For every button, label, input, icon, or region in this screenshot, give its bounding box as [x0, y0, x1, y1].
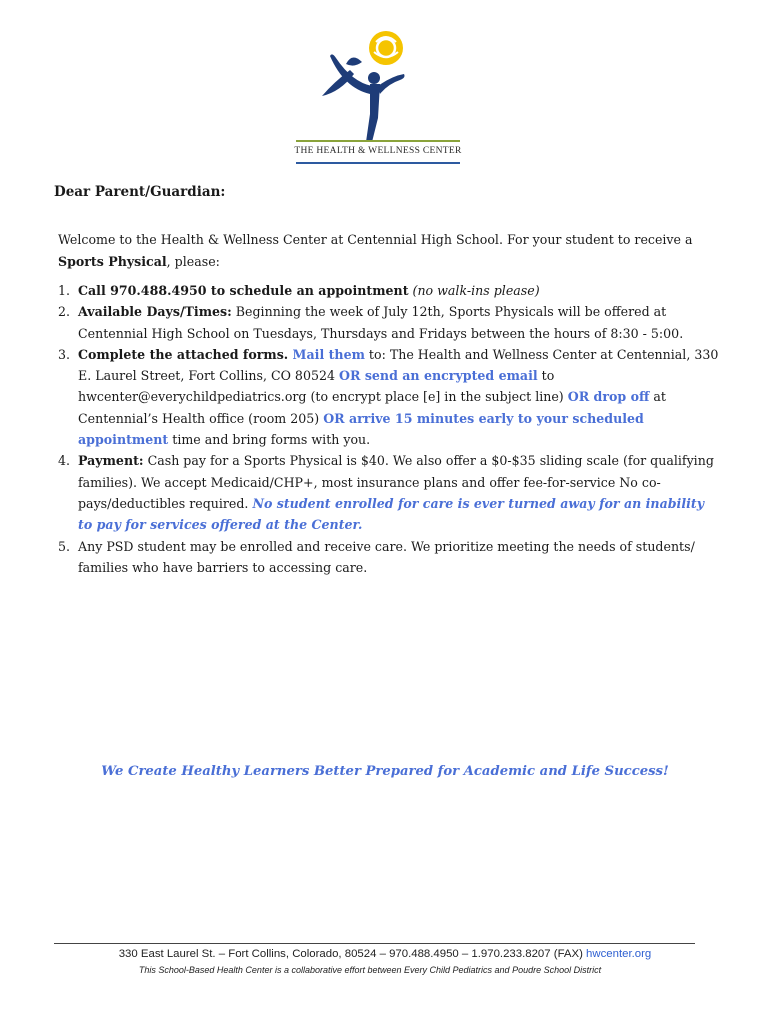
step-number: 4. — [58, 453, 71, 469]
step-forms — [58, 344, 720, 450]
intro-paragraph — [58, 229, 718, 272]
website-link[interactable]: hwcenter.org — [586, 948, 652, 960]
footer-note: This School-Based Health Center is a collaborative effort between Every Child Pediatrics and Poudre School District — [138, 965, 602, 975]
step-text: to hwcenter@everychildpediatrics.org (to encrypt place [e] in the subject line) — [78, 368, 568, 405]
payment-emphasis: No student enrolled for care is ever turned away for an inability to pay for services offered at the Center. — [78, 495, 705, 533]
logo-figure-icon — [292, 22, 464, 142]
mail-them-text: Mail them — [288, 346, 365, 362]
intro-end: , please: — [166, 253, 220, 269]
email-option: OR send an encrypted email — [339, 368, 538, 384]
health-wellness-logo — [292, 22, 464, 170]
logo-rule-bottom — [296, 162, 460, 164]
step-payment — [58, 450, 720, 535]
step-number: 1. — [58, 283, 71, 298]
step-number: 3. — [58, 346, 71, 362]
step-text: to: The Health and Wellness Center at Centennial, 330 E. Laurel Street, Fort Collins, CO 80524 — [78, 346, 719, 384]
step-call — [58, 280, 720, 301]
logo-rule-top — [296, 140, 460, 142]
step-number: 5. — [58, 538, 71, 554]
step-days-times — [58, 301, 720, 344]
step-number: 2. — [58, 304, 71, 320]
figure-icon — [322, 54, 405, 142]
greeting: Dear Parent/Guardian: — [54, 184, 226, 200]
step-text: Any PSD student may be enrolled and receive care. We prioritize meeting the needs of students/ families who have barriers to accessing care. — [78, 538, 695, 575]
logo-name: THE HEALTH & WELLNESS CENTER — [294, 146, 462, 156]
sun-icon — [369, 31, 403, 65]
step-text: Beginning the week of July 12th, Sports Physicals will be offered at Centennial High School on Tuesdays, Thursdays and Fridays between the hours of 8:30 - 5:00. — [78, 304, 684, 341]
step-text: at Centennial’s Health office (room 205) — [78, 389, 666, 426]
step-text: time and bring forms with you. — [168, 432, 371, 448]
step-note: (no walk-ins please) — [408, 283, 540, 298]
step-lead: Available Days/Times: — [78, 304, 232, 320]
intro-text: Welcome to the Health & Wellness Center at Centennial High School. For your student to receive a — [58, 232, 693, 247]
step-lead: Payment: — [78, 453, 144, 469]
step-lead: Call 970.488.4950 to schedule an appointment — [78, 283, 409, 298]
drop-off-option: OR drop off — [567, 389, 650, 405]
footer-address — [0, 948, 770, 960]
step-enrollment — [58, 536, 720, 579]
slogan: We Create Healthy Learners Better Prepared for Academic and Life Success! — [101, 764, 669, 779]
footer-divider — [54, 943, 695, 944]
step-text: Cash pay for a Sports Physical is $40. We also offer a $0-$35 sliding scale (for qualifying families). We accept Medicaid/CHP+, most insurance plans and offer fee-for-service No co-pays/deductibles required. — [78, 453, 714, 511]
step-lead: Complete the attached forms. — [78, 346, 289, 362]
arrive-early-option: OR arrive 15 minutes early to your scheduled appointment — [78, 410, 644, 448]
steps-list — [58, 280, 720, 578]
footer-address-text: 330 East Laurel St. – Fort Collins, Colorado, 80524 – 970.488.4950 – 1.970.233.8207 (FAX) — [118, 948, 587, 960]
intro-bold: Sports Physical — [58, 253, 167, 269]
